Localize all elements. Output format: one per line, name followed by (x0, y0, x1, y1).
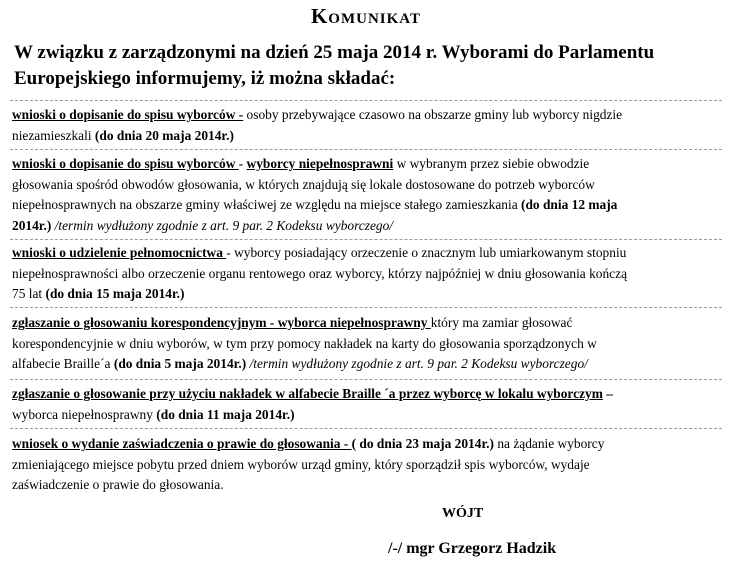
section-text: niezamieszkali (12, 127, 95, 143)
section-heading: wnioski o dopisanie do spisu wyborców - (12, 107, 244, 122)
section-text: na żądanie wyborcy (493, 436, 605, 451)
section-text: osoby przebywające czasowo na obszarze gminy lub wyborcy nigdzie (243, 107, 623, 122)
section-line (12, 284, 722, 305)
section-line (12, 126, 722, 147)
section-zaswiadczenie (12, 434, 722, 496)
section-line (12, 384, 722, 405)
section-line (12, 243, 722, 264)
section-line (12, 354, 722, 375)
section-text: niepełnosprawnych na obszarze gminy właściwej ze względu na miejsce stałego zamieszkania (12, 197, 522, 212)
intro-line-2: Europejskiego informujemy, iż można składać: (14, 68, 396, 89)
section-heading: zgłaszanie o głosowaniu korespondencyjnym - (12, 315, 278, 330)
section-line: głosowania spośród obwodów głosowania, w których znajdują się lokale dostosowane do potrzeb wyborców (12, 176, 595, 192)
section-line (12, 434, 722, 455)
section-heading: zgłaszanie o głosowanie przy użyciu nakładek w alfabecie Braille ´a przez wyborcę w lokalu wyborczym (12, 386, 603, 401)
section-text: wyborca niepełnosprawny (12, 406, 157, 422)
section-dopisanie-niepelnosprawni (12, 154, 722, 236)
deadline-text: (do dnia 15 maja 2014r.) (45, 286, 185, 301)
section-subject: wyborcy niepełnosprawni (246, 156, 394, 171)
section-line (12, 105, 722, 126)
section-line: zaświadczenie o prawie do głosowania. (12, 477, 224, 492)
separator-line (10, 307, 722, 308)
legal-note: /termin wydłużony zgodnie z art. 9 par. 2 Kodeksu wyborczego/ (246, 356, 588, 371)
section-korespondencyjne (12, 313, 722, 375)
section-dopisanie (12, 105, 722, 146)
section-heading: wnioski o udzielenie pełnomocnictwa (12, 245, 227, 260)
deadline-text: (do dnia 5 maja 2014r.) (113, 356, 247, 371)
separator-line (10, 239, 722, 240)
section-text: alfabecie Braille´a (12, 356, 114, 371)
legal-note: /termin wydłużony zgodnie z art. 9 par. 2 Kodeksu wyborczego/ (51, 217, 394, 233)
section-heading: wniosek o wydanie zaświadczenia o prawie do głosowania - (12, 436, 352, 451)
section-heading: wnioski o dopisanie do spisu wyborców (12, 156, 239, 171)
section-braille (12, 384, 722, 425)
intro-line-1: W związku z zarządzonymi na dzień 25 maja 2014 r. Wyborami do Parlamentu (14, 42, 655, 63)
deadline-text: (do dnia 20 maja 2014r.) (94, 127, 234, 143)
deadline-text: (do dnia 12 maja (521, 197, 618, 212)
section-line (12, 216, 722, 237)
section-text: w wybranym przez siebie obwodzie (393, 156, 590, 171)
section-line: niepełnosprawności albo orzeczenie organu rentowego oraz wyborcy, którzy najpóźniej w dniu głosowania kończą (12, 265, 628, 281)
deadline-text: ( do dnia 23 maja 2014r.) (351, 436, 494, 451)
section-line (12, 405, 722, 426)
signature: /-/ mgr Grzegorz Hadzik (388, 540, 557, 557)
section-line: korespondencyjnie w dniu wyborów, w tym przy pomocy nakładek na karty do głosowania sporządzonych w (12, 335, 597, 351)
separator-line (10, 379, 722, 380)
separator-line (10, 100, 722, 101)
section-text: 75 lat (12, 286, 46, 301)
section-pelnomocnictwo (12, 243, 722, 305)
deadline-text: (do dnia 11 maja 2014r.) (156, 406, 295, 422)
separator-line (10, 428, 722, 429)
document-title: Komunikat (310, 4, 422, 28)
intro-paragraph (14, 40, 720, 92)
section-line: zmieniającego miejsce pobytu przed dniem wyborów urząd gminy, który sporządził spis wyborców, wydaje (12, 456, 590, 472)
section-dash: - (238, 156, 247, 171)
section-text: - wyborcy posiadający orzeczenie o znacznym lub umiarkowanym stopniu (226, 245, 627, 260)
section-line (12, 313, 722, 334)
separator-line (10, 149, 722, 150)
deadline-text: 2014r.) (12, 217, 52, 233)
wojt-title: WÓJT (442, 506, 484, 521)
section-line (12, 154, 722, 175)
section-text: który ma zamiar głosować (430, 315, 573, 330)
section-subject: wyborca niepełnosprawny (277, 315, 431, 330)
section-line (12, 195, 722, 216)
section-dash: – (602, 386, 613, 401)
